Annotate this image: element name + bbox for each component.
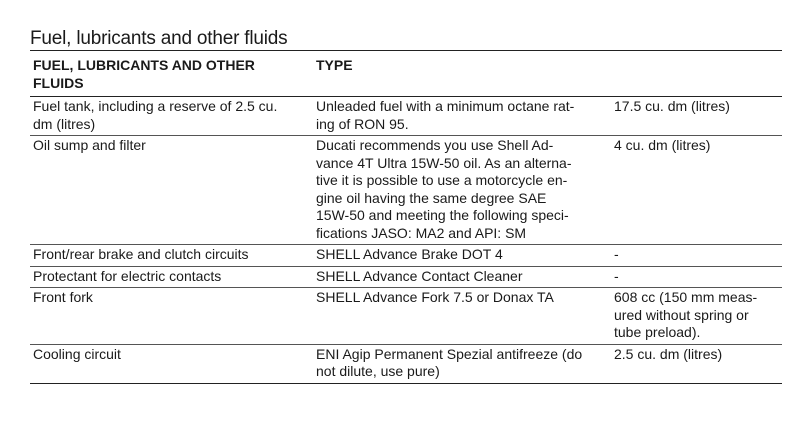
cell-quantity	[614, 245, 782, 267]
header-type: TYPE	[316, 57, 353, 73]
cell-fluid-content	[33, 289, 316, 307]
cell-quantity	[614, 136, 782, 245]
cell-fluid	[30, 266, 316, 288]
cell-type-line: Ducati recommends you use Shell Ad-	[316, 137, 554, 153]
table-row	[30, 97, 782, 136]
cell-type	[316, 344, 614, 383]
cell-type	[316, 97, 614, 136]
cell-fluid	[30, 245, 316, 267]
cell-type	[316, 288, 614, 345]
table-row	[30, 266, 782, 288]
cell-quantity-content	[614, 346, 782, 364]
cell-type-line: SHELL Advance Fork 7.5 or Donax TA	[316, 289, 554, 305]
cell-quantity-content	[614, 289, 782, 342]
fluids-table	[30, 50, 782, 384]
header-fluids-line: FLUIDS	[33, 74, 84, 91]
cell-type-line: SHELL Advance Contact Cleaner	[316, 267, 523, 284]
cell-fluid	[30, 288, 316, 345]
table-row	[30, 288, 782, 345]
table-header-row	[30, 51, 782, 97]
cell-type-content	[316, 289, 614, 307]
cell-fluid-content	[33, 98, 316, 133]
cell-fluid-content	[33, 137, 316, 155]
cell-type	[316, 136, 614, 245]
table-body	[30, 97, 782, 384]
cell-type-content	[316, 268, 614, 286]
cell-fluid	[30, 136, 316, 245]
cell-fluid	[30, 344, 316, 383]
cell-quantity-content	[614, 98, 782, 116]
cell-fluid-line: Front/rear brake and clutch circuits	[33, 246, 249, 262]
cell-type-line: 15W-50 and meeting the following speci-	[316, 207, 569, 223]
header-quantity	[614, 51, 782, 97]
cell-type-line: not dilute, use pure)	[316, 363, 440, 379]
cell-fluid-line: Protectant for electric contacts	[33, 267, 222, 284]
header-fluids-line: FUEL, LUBRICANTS AND OTHER	[33, 57, 255, 73]
cell-type-line: fications JASO: MA2 and API: SM	[316, 224, 527, 241]
cell-type-content	[316, 346, 614, 381]
cell-quantity-content	[614, 246, 782, 264]
cell-fluid-content	[33, 246, 316, 264]
header-fluids	[30, 51, 316, 97]
cell-quantity-line: ured without spring or	[614, 306, 749, 323]
cell-type-line: Unleaded fuel with a minimum octane rat-	[316, 98, 575, 114]
cell-quantity-content	[614, 268, 782, 286]
section-title: Fuel, lubricants and other fluids	[30, 28, 288, 49]
cell-quantity-line: 2.5 cu. dm (litres)	[614, 345, 723, 362]
cell-quantity-line: 4 cu. dm (litres)	[614, 137, 711, 153]
cell-type	[316, 245, 614, 267]
cell-quantity-line: -	[614, 246, 619, 262]
cell-type-line: SHELL Advance Brake DOT 4	[316, 246, 503, 262]
cell-quantity	[614, 288, 782, 345]
cell-fluid-line: Front fork	[33, 289, 93, 305]
cell-fluid	[30, 97, 316, 136]
cell-quantity-line: 608 cc (150 mm meas-	[614, 289, 758, 305]
cell-type-line: ing of RON 95.	[316, 115, 409, 132]
cell-fluid-line: Cooling circuit	[33, 345, 121, 362]
cell-type-line: ENI Agip Permanent Spezial antifreeze (do	[316, 345, 583, 362]
fluids-table-container	[30, 50, 782, 384]
cell-type-content	[316, 98, 614, 133]
cell-type	[316, 266, 614, 288]
cell-fluid-content	[33, 346, 316, 364]
cell-type-content	[316, 246, 614, 264]
cell-quantity	[614, 97, 782, 136]
cell-type-line: tive it is possible to use a motorcycle en-	[316, 172, 568, 188]
cell-type-content	[316, 137, 614, 242]
cell-fluid-line: dm (litres)	[33, 115, 96, 132]
cell-quantity-content	[614, 137, 782, 155]
cell-fluid-line: Fuel tank, including a reserve of 2.5 cu.	[33, 98, 278, 114]
table-row	[30, 245, 782, 267]
table-row	[30, 136, 782, 245]
cell-quantity-line: 17.5 cu. dm (litres)	[614, 98, 730, 114]
cell-type-line: vance 4T Ultra 15W-50 oil. As an alterna-	[316, 154, 572, 171]
cell-fluid-content	[33, 268, 316, 286]
table-row	[30, 344, 782, 383]
cell-quantity	[614, 344, 782, 383]
cell-quantity	[614, 266, 782, 288]
cell-fluid-line: Oil sump and filter	[33, 137, 146, 153]
cell-quantity-line: -	[614, 267, 619, 284]
cell-type-line: gine oil having the same degree SAE	[316, 189, 547, 206]
cell-quantity-line: tube preload).	[614, 324, 701, 340]
